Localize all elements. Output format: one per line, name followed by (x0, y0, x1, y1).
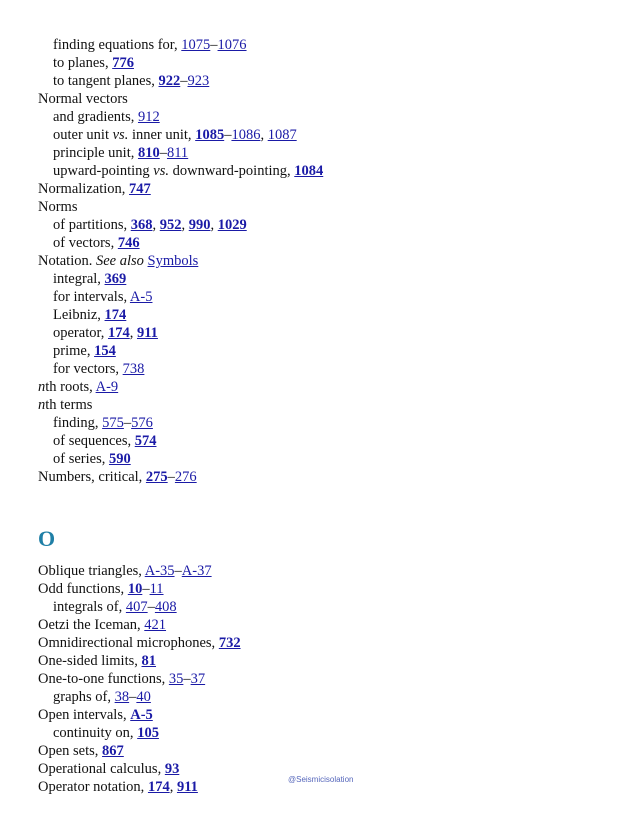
page-link[interactable]: 911 (136, 325, 158, 341)
page-link[interactable]: 105 (137, 725, 159, 741)
entry-text: Open sets, (38, 743, 103, 759)
entry-text: integral, (53, 271, 105, 287)
entry-text: for vectors, (53, 361, 123, 377)
entry-text: – (129, 689, 137, 705)
section-heading-o: O (38, 526, 56, 551)
entry-text: – (174, 563, 182, 579)
index-entry (38, 90, 618, 108)
page-link[interactable]: 368 (130, 217, 153, 233)
index-subentry (38, 450, 618, 468)
index-subentry (38, 598, 618, 616)
index-entry (38, 652, 618, 670)
page-link[interactable]: Symbols (147, 253, 199, 269)
entry-text-italic: vs. (112, 127, 129, 143)
entry-text: inner unit, (128, 127, 196, 143)
page-link[interactable]: 732 (218, 635, 241, 651)
page-link[interactable]: 738 (122, 361, 145, 377)
index-subentry (38, 288, 618, 306)
entry-text: – (159, 145, 167, 161)
index-subentry (38, 432, 618, 450)
page-link[interactable]: 912 (137, 109, 160, 125)
entry-text: – (123, 415, 132, 431)
page-link[interactable]: 37 (190, 671, 206, 687)
index-entry (38, 252, 618, 270)
entry-text: Normalization, (38, 181, 130, 197)
index-entry (38, 742, 618, 760)
index-entry (38, 378, 618, 396)
entry-text: , (169, 779, 177, 795)
page-link[interactable]: 1075 (181, 37, 211, 53)
page-link[interactable]: 93 (164, 761, 180, 777)
entry-text: – (224, 127, 232, 143)
page-link[interactable]: A-9 (95, 379, 119, 395)
page-link[interactable]: 746 (117, 235, 140, 251)
index-subentry (38, 360, 618, 378)
index-entry (38, 580, 618, 598)
index-subentry (38, 724, 618, 742)
entry-text: downward-pointing, (169, 163, 295, 179)
entry-text: Notation. (38, 253, 96, 269)
page-link[interactable]: 911 (176, 779, 198, 795)
page-link[interactable]: 574 (134, 433, 157, 449)
entry-text: prime, (53, 343, 95, 359)
page-link[interactable]: 1076 (217, 37, 247, 53)
index-entry (38, 468, 618, 486)
index-subentry (38, 306, 618, 324)
entry-text: of sequences, (53, 433, 135, 449)
entry-text: th roots, (45, 379, 96, 395)
page-link[interactable]: 867 (102, 743, 124, 759)
page-link[interactable]: 407 (125, 599, 148, 615)
entry-text: principle unit, (53, 145, 138, 161)
entry-text: , (260, 127, 268, 143)
entry-text: One-to-one functions, (38, 671, 169, 687)
index-entry (38, 180, 618, 198)
page-link[interactable]: 811 (166, 145, 189, 161)
entry-text-italic: See also (96, 253, 148, 269)
entry-text: upward-pointing (53, 163, 154, 179)
page-link[interactable]: 408 (154, 599, 177, 615)
page-link[interactable]: 990 (188, 217, 211, 233)
index-subentry (38, 144, 618, 162)
page-link[interactable]: A-35 (144, 563, 175, 579)
entry-text: to tangent planes, (53, 73, 159, 89)
index-subentry (38, 54, 618, 72)
entry-text: for intervals, (53, 289, 130, 305)
index-subentry (38, 414, 618, 432)
entry-text: – (183, 671, 191, 687)
index-subentry (38, 324, 618, 342)
entry-text: Omnidirectional microphones, (38, 635, 219, 651)
index-entry (38, 396, 618, 414)
page-link[interactable]: 952 (159, 217, 182, 233)
page-link[interactable]: 11 (149, 581, 164, 597)
entry-text: , (152, 217, 160, 233)
page-link[interactable]: 276 (174, 469, 197, 485)
entry-text: – (210, 37, 218, 53)
entry-text-italic: n (38, 397, 46, 413)
page-link[interactable]: 1085 (195, 127, 225, 143)
index-subentry (38, 36, 618, 54)
page-link[interactable]: 922 (158, 73, 181, 89)
entry-text-italic: vs. (153, 163, 169, 179)
page-link[interactable]: 40 (136, 689, 151, 705)
entry-text: and gradients, (53, 109, 138, 125)
index-subentry (38, 234, 618, 252)
index-list-o (38, 562, 618, 796)
entry-text: operator, (53, 325, 108, 341)
index-subentry (38, 216, 618, 234)
entry-text: One-sided limits, (38, 653, 142, 669)
watermark-text: @Seismicisolation (288, 775, 354, 784)
entry-text: Oblique triangles, (38, 563, 145, 579)
entry-text: integrals of, (53, 599, 126, 615)
index-entry (38, 616, 618, 634)
entry-text-italic: n (38, 379, 46, 395)
page-link[interactable]: 154 (94, 343, 116, 359)
page-link[interactable]: 35 (168, 671, 184, 687)
entry-text: Leibniz, (53, 307, 105, 323)
page-link[interactable]: 1029 (217, 217, 247, 233)
page-link[interactable]: 1087 (267, 127, 297, 143)
index-subentry (38, 688, 618, 706)
page-link[interactable]: 174 (107, 325, 130, 341)
entry-text: – (142, 581, 150, 597)
index-entry (38, 634, 618, 652)
entry-text: , (210, 217, 218, 233)
page-link[interactable]: 590 (108, 451, 131, 467)
page-link[interactable]: 576 (131, 415, 153, 431)
entry-text: , (129, 325, 137, 341)
entry-text: , (181, 217, 189, 233)
page-link[interactable]: A-5 (130, 707, 153, 723)
index-list-n (38, 36, 618, 486)
entry-text: Numbers, critical, (38, 469, 146, 485)
page-link[interactable]: 369 (104, 271, 127, 287)
entry-text: – (167, 469, 175, 485)
index-entry (38, 198, 618, 216)
index-subentry (38, 270, 618, 288)
page-link[interactable]: 275 (145, 469, 168, 485)
entry-text: graphs of, (53, 689, 115, 705)
page-link[interactable]: 810 (137, 145, 160, 161)
index-subentry (38, 72, 618, 90)
index-subentry (38, 108, 618, 126)
entry-text: Norms (38, 199, 78, 215)
entry-text: of partitions, (53, 217, 131, 233)
entry-text: Operational calculus, (38, 761, 165, 777)
index-page (38, 36, 618, 796)
entry-text: outer unit (53, 127, 113, 143)
entry-text: Operator notation, (38, 779, 148, 795)
index-entry (38, 670, 618, 688)
page-link[interactable]: 923 (187, 73, 210, 89)
entry-text: th terms (45, 397, 93, 413)
page-link[interactable]: 747 (129, 181, 151, 197)
page-link[interactable]: 776 (112, 55, 134, 71)
index-subentry (38, 162, 618, 180)
entry-text: – (180, 73, 188, 89)
entry-text: finding, (53, 415, 103, 431)
entry-text: Odd functions, (38, 581, 128, 597)
index-subentry (38, 342, 618, 360)
page-link[interactable]: A-5 (129, 289, 153, 305)
page-link[interactable]: 1084 (294, 163, 324, 179)
entry-text: Open intervals, (38, 707, 131, 723)
page-link[interactable]: 81 (141, 653, 157, 669)
page-link[interactable]: 38 (114, 689, 130, 705)
page-link[interactable]: 10 (127, 581, 143, 597)
page-link[interactable]: 174 (104, 307, 127, 323)
entry-text: continuity on, (53, 725, 138, 741)
page-link[interactable]: 421 (144, 617, 167, 633)
index-entry (38, 706, 618, 724)
index-subentry (38, 126, 618, 144)
page-link[interactable]: 1086 (231, 127, 261, 143)
entry-text: of series, (53, 451, 109, 467)
entry-text: Normal vectors (38, 91, 128, 107)
entry-text: of vectors, (53, 235, 118, 251)
page-link[interactable]: A-37 (181, 563, 212, 579)
index-entry (38, 562, 618, 580)
entry-text: finding equations for, (53, 37, 182, 53)
entry-text: – (147, 599, 155, 615)
entry-text: to planes, (53, 55, 113, 71)
entry-text: Oetzi the Iceman, (38, 617, 145, 633)
page-link[interactable]: 174 (147, 779, 170, 795)
page-link[interactable]: 575 (102, 415, 124, 431)
